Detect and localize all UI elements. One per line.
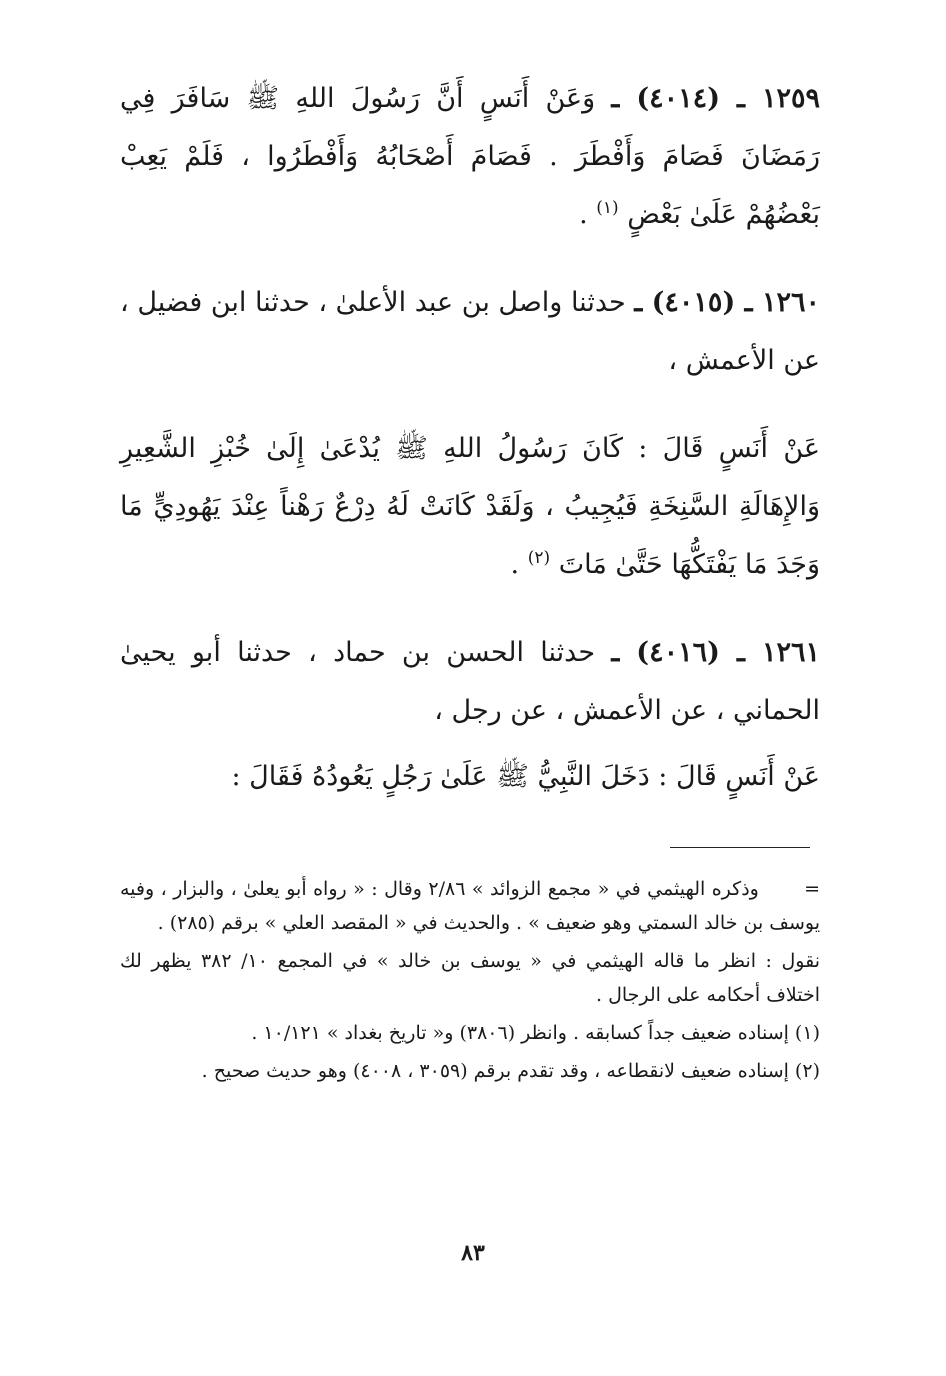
hadith-text: عَنْ أَنَسٍ قَالَ : كَانَ رَسُولُ اللهِ ﷺ يُدْعَىٰ إِلَىٰ خُبْزِ الشَّعِيرِ وَالإِهَالَةِ السَّنِخَةِ فَيُجِيبُ ، وَلَقَدْ كَانَتْ لَهُ دِرْعٌ رَهْناً عِنْدَ يَهُودِيٍّ مَا وَجَدَ مَا يَفْتَكُّهَا حَتَّىٰ مَاتَ xyxy=(120,433,820,580)
hadith-text: وَعَنْ أَنَسٍ أَنَّ رَسُولَ اللهِ ﷺ سَافَرَ فِي رَمَضَانَ فَصَامَ وَأَفْطَرَ . فَصَامَ أَصْحَابُهُ وَأَفْطَرُوا ، فَلَمْ يَعِبْ بَعْضُهُمْ عَلَىٰ بَعْضٍ xyxy=(120,83,820,230)
isnad-text: حدثنا الحسن بن حماد ، حدثنا أبو يحيىٰ الحماني ، عن الأعمش ، عن رجل ، xyxy=(120,637,820,726)
continuation-mark: = xyxy=(804,878,821,900)
hadith-number: ١٢٥٩ ـ (٤٠١٤) ـ xyxy=(611,83,820,114)
hadith-1260-isnad xyxy=(120,274,820,390)
footnote-comment: نقول : انظر ما قاله الهيثمي في « يوسف بن خالد » في المجمع ١٠/ ٣٨٢ يظهر لك اختلاف أحكامه على الرجال . xyxy=(120,950,820,1006)
hadith-1261-isnad xyxy=(120,624,820,740)
footnote-continuation xyxy=(120,872,820,940)
page-number: ٨٣ xyxy=(461,1240,485,1266)
hadith-text: عَنْ أَنَسٍ قَالَ : دَخَلَ النَّبِيُّ ﷺ عَلَىٰ رَجُلٍ يَعُودُهُ فَقَالَ : xyxy=(231,761,820,792)
hadith-1260-matn xyxy=(120,420,820,594)
footnote-ref: (٢) xyxy=(527,548,551,568)
hadith-1261-matn xyxy=(120,748,820,806)
hadith-end: . xyxy=(579,199,588,230)
footnote-2: (٢) إسناده ضعيف لانقطاعه ، وقد تقدم برقم (٣٠٥٩ ، ٤٠٠٨) وهو حديث صحيح . xyxy=(201,1060,820,1082)
hadith-number: ١٢٦١ ـ (٤٠١٦) ـ xyxy=(611,637,820,668)
continuation-text: وذكره الهيثمي في « مجمع الزوائد » ٢/٨٦ وقال : « رواه أبو يعلىٰ ، والبزار ، وفيه يوسف بن خالد السمتي وهو ضعيف » . والحديث في « المقصد العلي » برقم (٢٨٥) . xyxy=(120,878,820,934)
footnotes xyxy=(120,872,820,1092)
footnote-ref: (١) xyxy=(596,198,619,218)
main-text xyxy=(120,70,820,806)
isnad-text: حدثنا واصل بن عبد الأعلىٰ ، حدثنا ابن فضيل ، عن الأعمش ، xyxy=(120,287,820,376)
hadith-1259 xyxy=(120,70,820,244)
footnote-divider xyxy=(670,847,810,848)
footnote-1: (١) إسناده ضعيف جداً كسابقه . وانظر (٣٨٠٦) و« تاريخ بغداد » ١٠/١٢١ . xyxy=(251,1022,820,1044)
hadith-end: . xyxy=(510,549,520,580)
hadith-number: ١٢٦٠ ـ (٤٠١٥) ـ xyxy=(634,287,820,318)
